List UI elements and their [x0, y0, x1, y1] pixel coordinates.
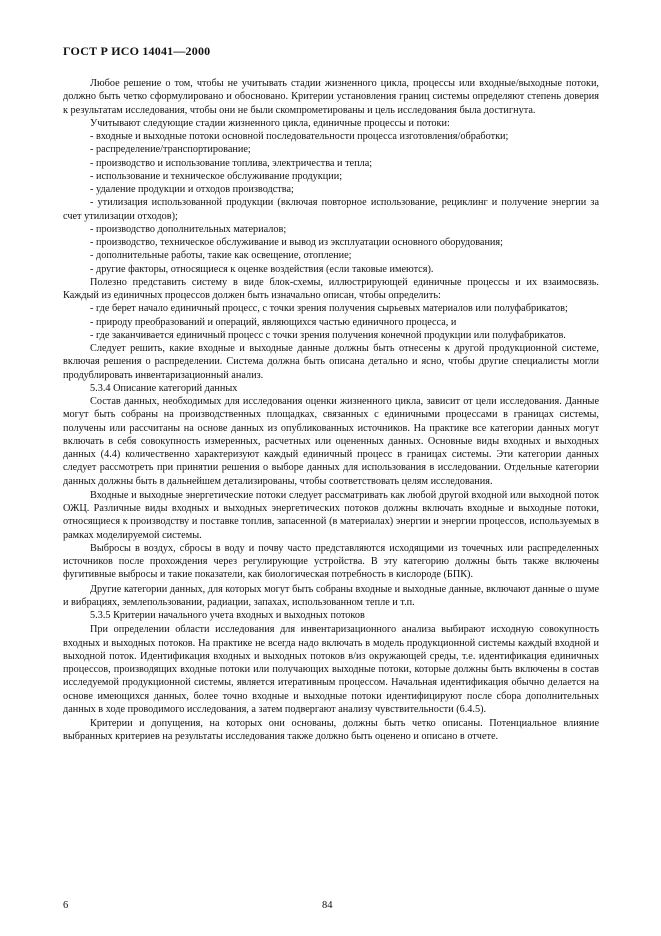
section-heading: 5.3.5 Критерии начального учета входных и выходных потоков	[90, 610, 365, 621]
list-item: - другие факторы, относящиеся к оценке воздействия (если таковые имеются).	[90, 263, 434, 275]
list-item: - где берет начало единичный процесс, с точки зрения получения сырьевых материалов или полуфабрикатов;	[90, 303, 568, 315]
list-item: - где заканчивается единичный процесс с точки зрения получения конечной продукции или полуфабрикатов.	[90, 329, 566, 341]
paragraph: Выбросы в воздух, сбросы в воду и почву часто представляются исходящими из точечных или распределенных источников после прохождения через регулирующие устройства. В эту категорию должны быть также включены фугитивные выбросы и такие показатели, как биологическая потребность в кислороде (БПК).	[63, 542, 599, 581]
paragraph: Учитывают следующие стадии жизненного цикла, единичные процессы и потоки:	[90, 117, 450, 129]
list-item: - производство и использование топлива, электричества и тепла;	[90, 157, 373, 169]
paragraph: Критерии и допущения, на которых они основаны, должны быть четко описаны. Потенциальное влияние выбранных критериев на результаты исследования также должно быть оценено и описано в отчете.	[63, 718, 599, 743]
page-number-center: 84	[322, 900, 333, 911]
list-item: - производство, техническое обслуживание и вывод из эксплуатации основного оборудования;	[90, 237, 503, 248]
list-item: - утилизация использованной продукции (включая повторное использование, рециклинг и получение энергии за счет утилизации отходов);	[63, 197, 599, 222]
paragraph: Любое решение о том, чтобы не учитывать стадии жизненного цикла, процессы или входные/выходные потоки, должно быть четко сформулировано и обосновано. Критерии установления границ системы определяют степень доверия к результатам исследования, чтобы они не были скомпрометированы и цель исследования была достигнута.	[63, 78, 599, 116]
list-item: - распределение/транспортирование;	[90, 144, 251, 156]
paragraph: Следует решить, какие входные и выходные данные должны быть отнесены к другой продукционной системе, включая решения о распределении. Система должна быть описана детально и ясно, чтобы другие специалисты могли продублировать инвентаризационный анализ.	[63, 343, 599, 381]
page-number-left: 6	[63, 900, 69, 911]
paragraph: Состав данных, необходимых для исследования оценки жизненного цикла, зависит от цели исследования. Данные могут быть собраны на производственных площадках, связанных с единичными процессами в границах системы, получены или рассчитаны на основе данных из опубликованных источников. На практике все категории данных могут включать в себя совокупность измеренных, расчетных или оцененных данных. Основные виды входных и выходных данных (4.4) количественно характеризуют каждый единичный процесс в границах системы. Эти категории данных следует рассмотреть при принятии решения о выборе данных для использования в исследовании. Отдельные категории данных должны быть в дальнейшем детализированы, чтобы соответствовать целям исследования.	[63, 396, 599, 487]
list-item: - входные и выходные потоки основной последовательности процесса изготовления/обработки;	[90, 131, 509, 142]
list-item: - природу преобразований и операций, являющихся частью единичного процесса, и	[90, 316, 457, 328]
list-item: - дополнительные работы, такие как освещение, отопление;	[90, 250, 352, 262]
list-item: - использование и техническое обслуживание продукции;	[90, 170, 343, 182]
section-heading: 5.3.4 Описание категорий данных	[90, 382, 238, 394]
paragraph: При определении области исследования для инвентаризационного анализа выбирают исходную совокупность входных и выходных потоков. На практике не всегда надо включать в модель продукционной системы каждый входной и выходной поток. Идентификация входных и выходных потоков в/из окружающей среды, т.е. идентификация единичных процессов, производящих входные потоки или получающих выходные потоки, которые должны быть включены в состав исследуемой продукционной системы, является итеративным процессом. Начальная идентификация обычно делается на основе имеющихся данных, более точно входные и выходные потоки идентифицируют после сбора дополнительных данных в ходе проводимого исследования, а затем подвергают анализу чувствительности (6.4.5).	[63, 624, 599, 715]
paragraph: Другие категории данных, для которых могут быть собраны входные и выходные данные, включают данные о шуме и вибрациях, землепользовании, радиации, запахах, использованном тепле и т.п.	[63, 583, 599, 608]
list-item: - удаление продукции и отходов производства;	[90, 184, 294, 195]
paragraph: Полезно представить систему в виде блок-схемы, иллюстрирующей единичные процессы и их взаимосвязь. Каждый из единичных процессов должен быть изначально описан, чтобы определить:	[63, 276, 599, 301]
list-item: - производство дополнительных материалов;	[90, 223, 287, 235]
document-body	[63, 77, 599, 744]
paragraph: Входные и выходные энергетические потоки следует рассматривать как любой другой входной или выходной поток ОЖЦ. Различные виды входных и выходных энергетических потоков должны включать входные и выходные потоки, относящиеся к производству и поставке топлив, запасенной (в материалах) энергии и энергии процессов, используемых в рамках моделируемой системы.	[63, 489, 599, 541]
document-header: ГОСТ Р ИСО 14041—2000	[63, 44, 211, 58]
